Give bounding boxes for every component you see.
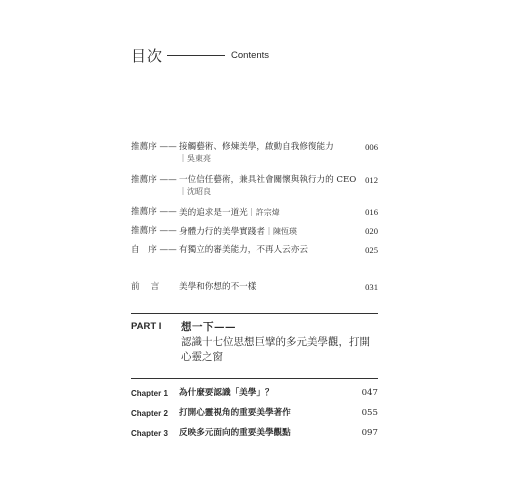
preface-entry[interactable]: [131, 175, 378, 197]
preface-entry[interactable]: [131, 207, 378, 218]
author-preface-entry[interactable]: [131, 245, 378, 256]
chapter-page-number: 047: [361, 388, 378, 398]
entry-page-number: 020: [365, 226, 378, 236]
entry-label: 推薦序 ——: [131, 226, 177, 236]
chapter-entry[interactable]: [131, 428, 378, 439]
entry-title-wrap: [179, 226, 297, 238]
chapter-label: Chapter 1: [131, 389, 168, 398]
entry-title: 一位信任藝術，兼具社會關懷與執行力的 CEO: [179, 175, 357, 185]
entry-title: 美的追求是一道光: [179, 208, 248, 218]
entry-title-wrap: [179, 207, 280, 219]
entry-author: ｜沈昭良: [179, 187, 211, 196]
entry-label: 推薦序 ——: [131, 207, 177, 217]
part-title[interactable]: 想一下——: [181, 321, 236, 333]
foreword-label: 前言: [131, 282, 171, 292]
entry-author: ｜陳恆瑛: [264, 227, 297, 236]
foreword-title: 美學和你想的不一樣: [179, 282, 257, 292]
entry-title: 接觸藝術、修煉美學，啟動自我修復能力: [179, 142, 334, 152]
chapter-label: Chapter 3: [131, 429, 168, 438]
chapter-page-number: 055: [361, 408, 378, 418]
part-label: PART I: [131, 321, 162, 332]
preface-entry[interactable]: [131, 142, 378, 164]
part-subtitle: 認識十七位思想巨擘的多元美學觀，打開心靈之窗: [181, 336, 370, 363]
chapter-title: 反映多元面向的重要美學觀點: [179, 428, 291, 438]
toc-title: 目次: [131, 46, 164, 65]
entry-page-number: 006: [365, 142, 378, 152]
part-divider-top: [131, 313, 378, 314]
chapter-entry[interactable]: [131, 388, 378, 399]
entry-label: 推薦序 ——: [131, 142, 177, 152]
title-rule: [167, 55, 225, 56]
chapter-page-number: 097: [361, 428, 378, 438]
entry-page-number: 025: [365, 245, 378, 255]
entry-title: 身體力行的美學實踐者: [179, 227, 265, 237]
entry-page-number: 012: [365, 175, 378, 185]
entry-author: ｜吳東亮: [179, 154, 211, 163]
chapter-title: 為什麼要認識「美學」？: [179, 388, 274, 398]
foreword-entry[interactable]: [131, 282, 378, 293]
entry-page-number: 016: [365, 207, 378, 217]
chapter-entry[interactable]: [131, 408, 378, 419]
preface-entry[interactable]: [131, 226, 378, 237]
entry-label: 自 序 ——: [131, 245, 177, 255]
entry-title: 有獨立的審美能力，不再人云亦云: [179, 245, 308, 255]
toc-subtitle: Contents: [231, 49, 270, 61]
entry-label: 推薦序 ——: [131, 175, 177, 185]
chapter-label: Chapter 2: [131, 409, 168, 418]
part-divider-bottom: [131, 378, 378, 379]
toc-header: [131, 44, 269, 66]
foreword-page-number: 031: [365, 282, 378, 292]
entry-author: ｜許宗煒: [247, 208, 280, 217]
chapter-title: 打開心靈視角的重要美學著作: [179, 408, 291, 418]
